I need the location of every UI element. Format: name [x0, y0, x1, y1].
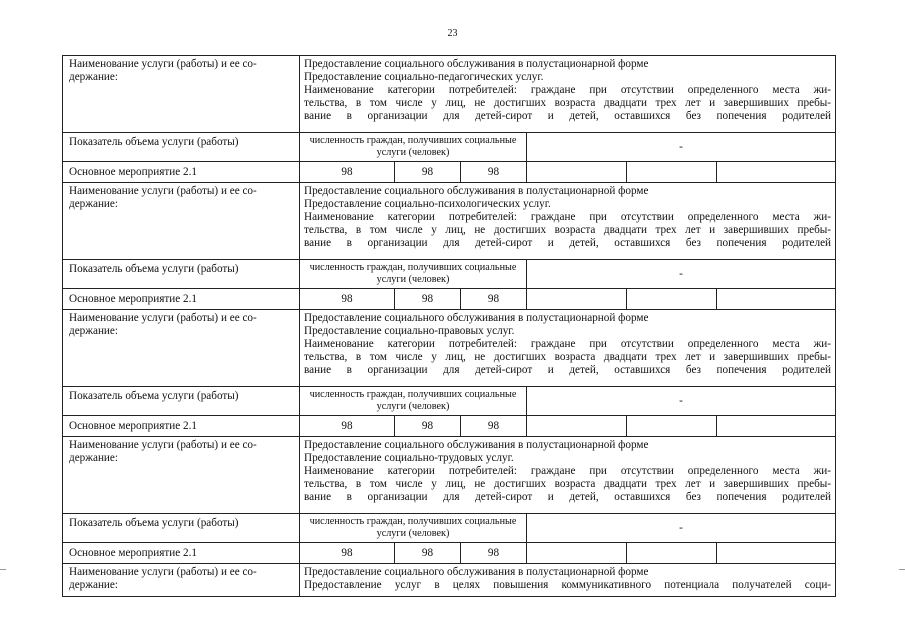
indicator-value: - [527, 514, 836, 543]
content-line: Наименование категории потребителей: граждане при отсутствии определенного места жи- [304, 211, 832, 223]
service-description-row [63, 56, 836, 133]
value-cell: 98 [461, 289, 527, 310]
content-line: Предоставление социально-правовых услуг. [304, 325, 515, 337]
content-line: тельства, в том числе у лиц, не достигших возраста двадцати трех лет и завершивших пребы- [304, 478, 832, 490]
content-line: Предоставление социально-трудовых услуг. [304, 452, 514, 464]
content-line: Предоставление услуг в целях повышения коммуникативного потенциала получателей соци- [304, 579, 832, 591]
service-name-label: Наименование услуги (работы) и ее со-держание: [63, 437, 300, 514]
content-line: вание в организации для детей-сирот и детей, оставшихся без попечения родителей [304, 110, 832, 122]
value-cell [527, 162, 627, 183]
content-line: тельства, в том числе у лиц, не достигших возраста двадцати трех лет и завершивших пребы- [304, 224, 832, 236]
content-line: вание в организации для детей-сирот и детей, оставшихся без попечения родителей [304, 237, 832, 249]
value-cell [717, 416, 836, 437]
activity-label: Основное мероприятие 2.1 [63, 289, 300, 310]
indicator-text: численность граждан, получивших социальные услуги (человек) [300, 514, 527, 543]
indicator-row [63, 260, 836, 289]
value-cell: 98 [300, 416, 395, 437]
service-content [300, 56, 836, 133]
content-line: Предоставление социального обслуживания в полустационарной форме [304, 185, 649, 197]
content-line: Предоставление социального обслуживания в полустационарной форме [304, 439, 649, 451]
indicator-label: Показатель объема услуги (работы) [63, 133, 300, 162]
content-line: Наименование категории потребителей: граждане при отсутствии определенного места жи- [304, 338, 832, 350]
content-line: Предоставление социального обслуживания в полустационарной форме [304, 566, 649, 578]
value-cell [627, 416, 717, 437]
content-line: Предоставление социально-психологических услуг. [304, 198, 551, 210]
service-name-label: Наименование услуги (работы) и ее со-держание: [63, 310, 300, 387]
value-cell: 98 [395, 543, 461, 564]
value-cell: 98 [461, 162, 527, 183]
service-content [300, 564, 836, 597]
margin-mark [899, 569, 905, 570]
activity-label: Основное мероприятие 2.1 [63, 543, 300, 564]
value-cell: 98 [395, 162, 461, 183]
activity-label: Основное мероприятие 2.1 [63, 162, 300, 183]
margin-mark [0, 569, 6, 570]
content-line: вание в организации для детей-сирот и детей, оставшихся без попечения родителей [304, 491, 832, 503]
indicator-row [63, 514, 836, 543]
value-cell: 98 [300, 162, 395, 183]
service-description-row [63, 564, 836, 597]
table-body [63, 56, 836, 597]
value-cell [717, 543, 836, 564]
content-line: Наименование категории потребителей: граждане при отсутствии определенного места жи- [304, 465, 832, 477]
indicator-label: Показатель объема услуги (работы) [63, 387, 300, 416]
value-cell [627, 289, 717, 310]
activity-row [63, 543, 836, 564]
value-cell: 98 [300, 289, 395, 310]
page-number: 23 [447, 28, 458, 39]
value-cell [717, 289, 836, 310]
value-cell: 98 [461, 543, 527, 564]
service-name-label: Наименование услуги (работы) и ее со-держание: [63, 56, 300, 133]
services-table [62, 55, 836, 597]
indicator-text: численность граждан, получивших социальные услуги (человек) [300, 133, 527, 162]
value-cell [527, 543, 627, 564]
service-description-row [63, 437, 836, 514]
indicator-value: - [527, 260, 836, 289]
indicator-label: Показатель объема услуги (работы) [63, 514, 300, 543]
content-line: Предоставление социального обслуживания в полустационарной форме [304, 312, 649, 324]
activity-row [63, 162, 836, 183]
value-cell [527, 289, 627, 310]
service-content [300, 437, 836, 514]
content-line: тельства, в том числе у лиц, не достигших возраста двадцати трех лет и завершивших пребы- [304, 351, 832, 363]
service-content [300, 310, 836, 387]
content-line: Предоставление социального обслуживания в полустационарной форме [304, 58, 649, 70]
service-name-label: Наименование услуги (работы) и ее со-держание: [63, 564, 300, 597]
indicator-label: Показатель объема услуги (работы) [63, 260, 300, 289]
content-line: вание в организации для детей-сирот и детей, оставшихся без попечения родителей [304, 364, 832, 376]
indicator-text: численность граждан, получивших социальные услуги (человек) [300, 260, 527, 289]
value-cell: 98 [300, 543, 395, 564]
content-line: Наименование категории потребителей: граждане при отсутствии определенного места жи- [304, 84, 832, 96]
indicator-value: - [527, 387, 836, 416]
indicator-row [63, 133, 836, 162]
value-cell: 98 [395, 416, 461, 437]
service-name-label: Наименование услуги (работы) и ее со-держание: [63, 183, 300, 260]
activity-label: Основное мероприятие 2.1 [63, 416, 300, 437]
service-description-row [63, 183, 836, 260]
activity-row [63, 289, 836, 310]
value-cell [527, 416, 627, 437]
value-cell [717, 162, 836, 183]
value-cell [627, 162, 717, 183]
service-content [300, 183, 836, 260]
indicator-value: - [527, 133, 836, 162]
value-cell: 98 [461, 416, 527, 437]
activity-row [63, 416, 836, 437]
content-line: Предоставление социально-педагогических услуг. [304, 71, 544, 83]
value-cell: 98 [395, 289, 461, 310]
service-description-row [63, 310, 836, 387]
indicator-row [63, 387, 836, 416]
content-line: тельства, в том числе у лиц, не достигших возраста двадцати трех лет и завершивших пребы- [304, 97, 832, 109]
value-cell [627, 543, 717, 564]
indicator-text: численность граждан, получивших социальные услуги (человек) [300, 387, 527, 416]
